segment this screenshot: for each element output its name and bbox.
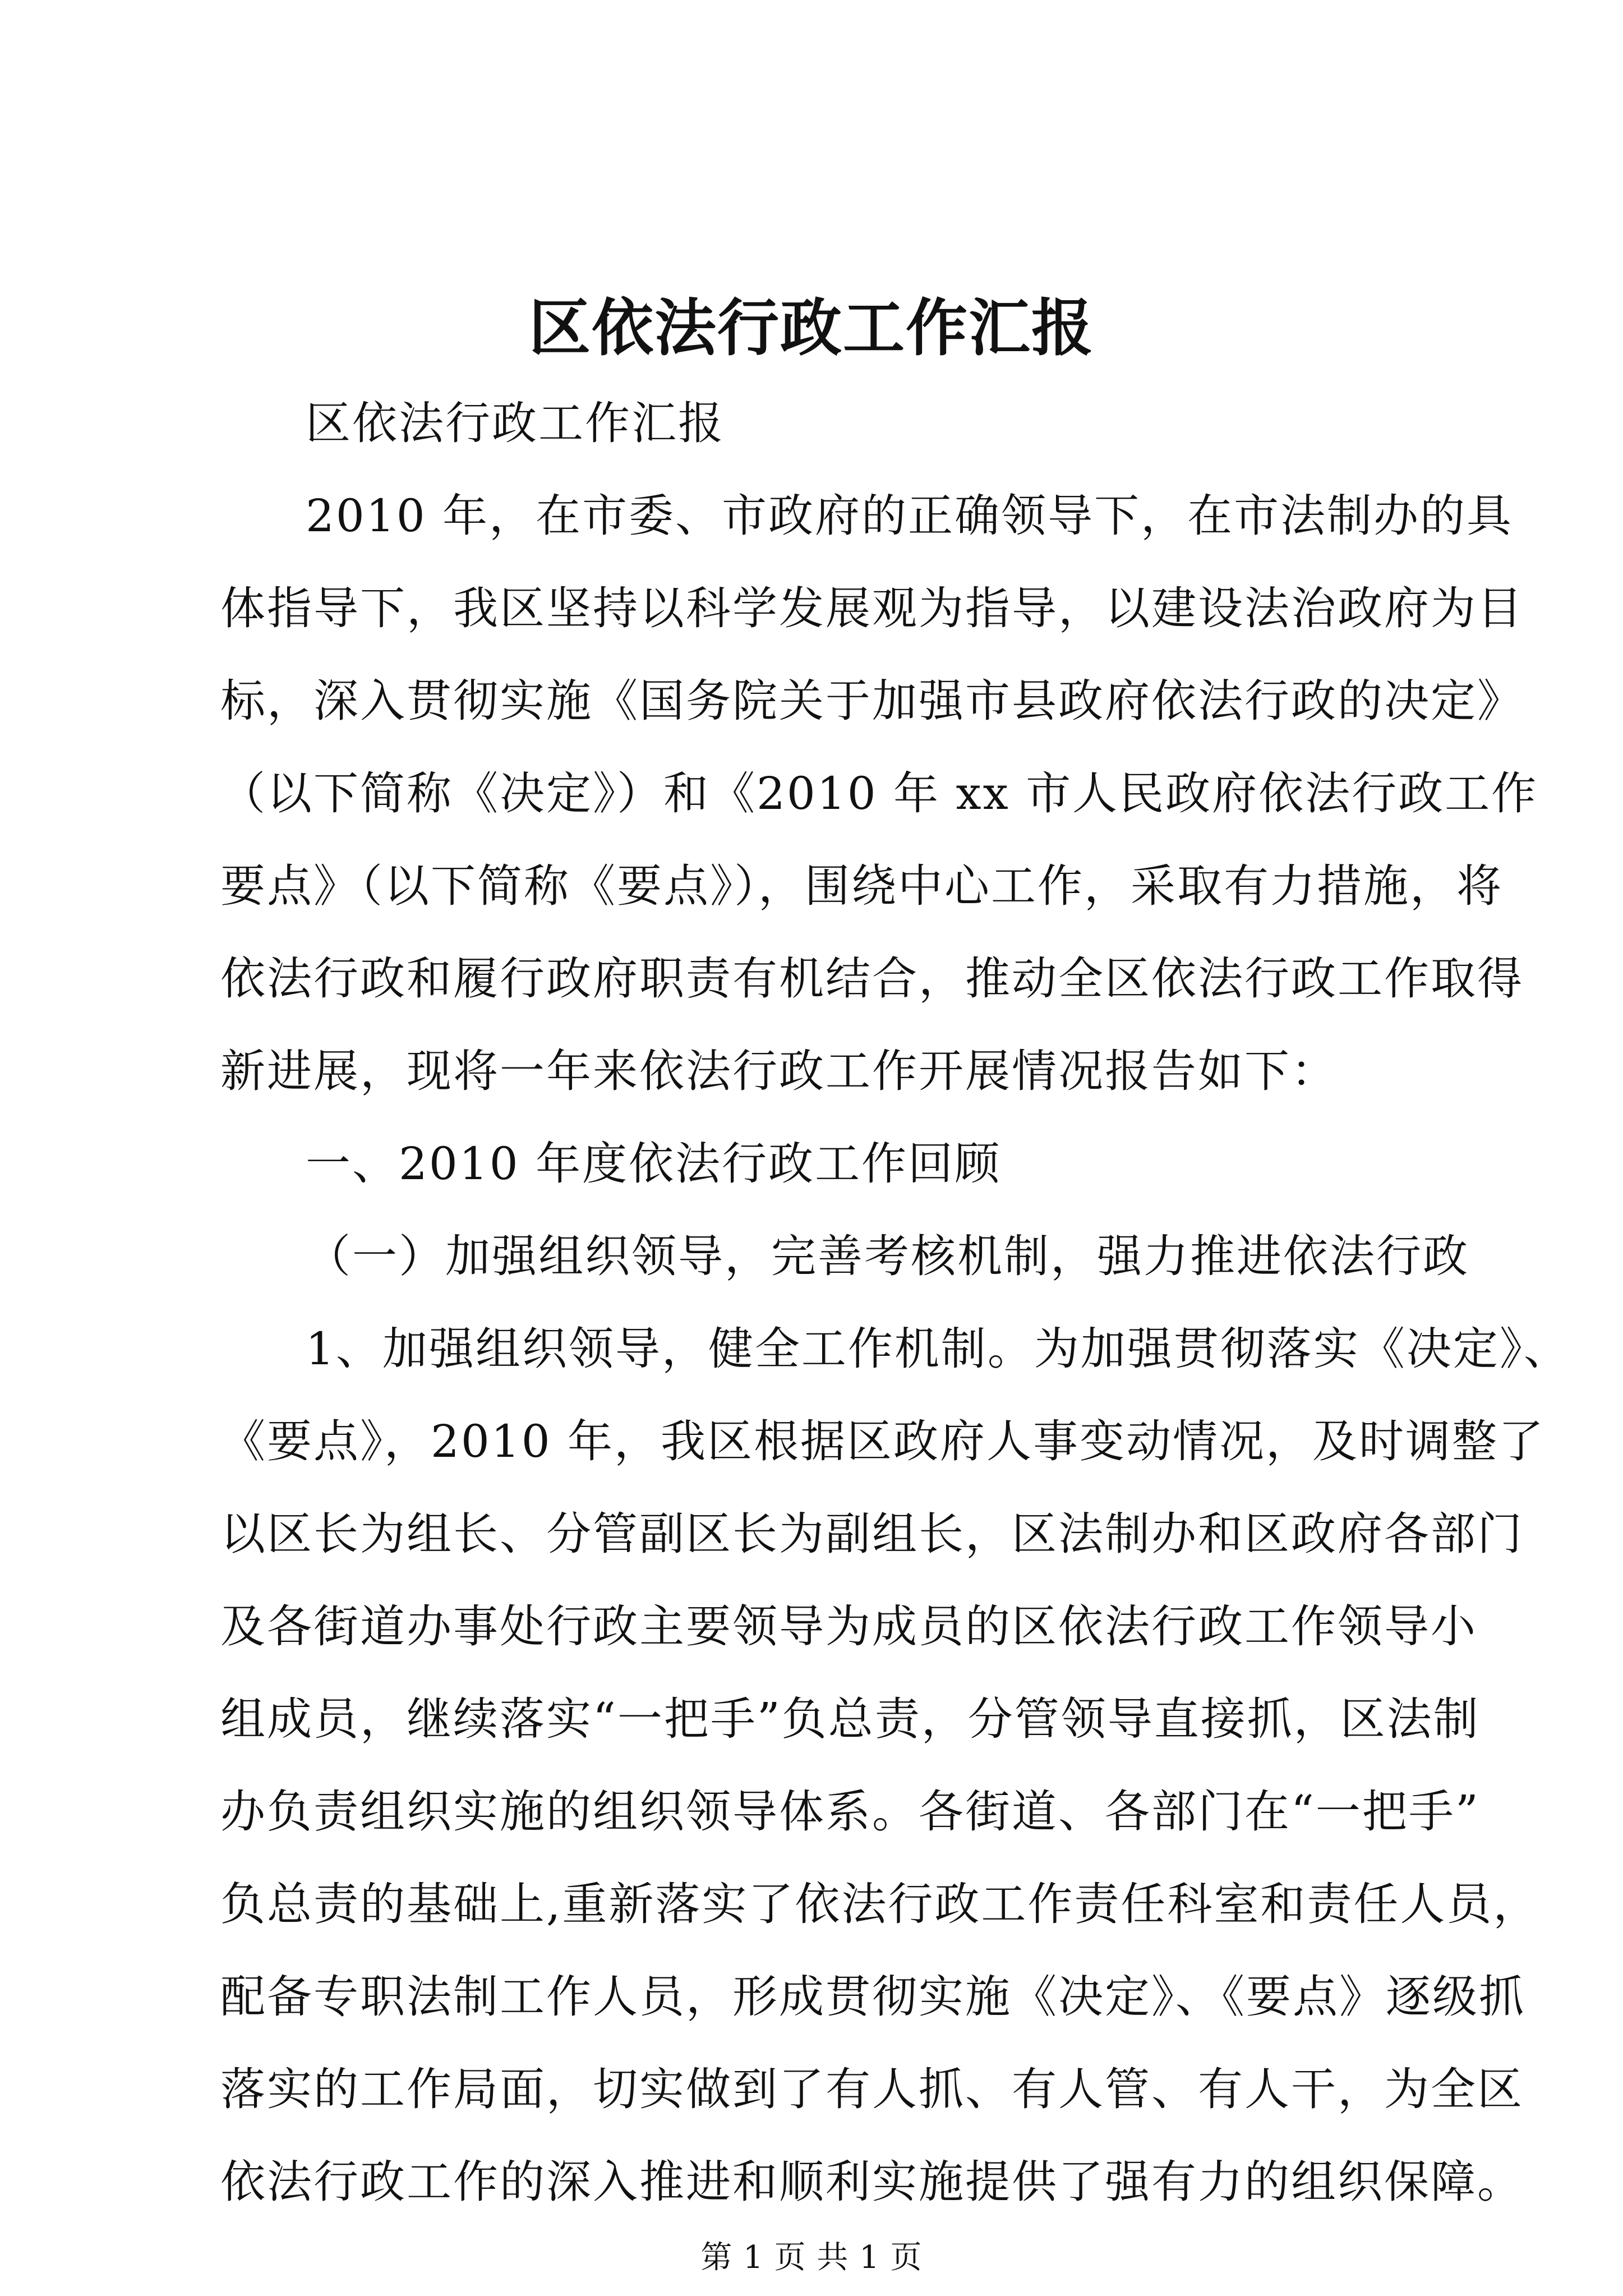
paragraph-line: 2010 年，在市委、市政府的正确领导下，在市法制办的具 xyxy=(306,490,1514,542)
paragraph-line: 办负责组织实施的组织领导体系。各街道、各部门在“一把手” xyxy=(220,1786,1480,1838)
subsection-heading: （一）加强组织领导，完善考核机制，强力推进依法行政 xyxy=(306,1230,1469,1282)
paragraph-line: 组成员，继续落实“一把手”负总责，分管领导直接抓，区法制 xyxy=(220,1693,1480,1745)
paragraph-line: 及各街道办事处行政主要领导为成员的区依法行政工作领导小 xyxy=(220,1600,1477,1653)
paragraph-line: 依法行政和履行政府职责有机结合，推动全区依法行政工作取得 xyxy=(220,953,1524,1005)
paragraph-line: 新进展，现将一年来依法行政工作开展情况报告如下： xyxy=(220,1045,1338,1097)
page-footer: 第 1 页 共 1 页 xyxy=(700,2239,923,2276)
section-heading: 一、2010 年度依法行政工作回顾 xyxy=(306,1138,1002,1190)
paragraph-line: 标，深入贯彻实施《国务院关于加强市县政府依法行政的决定》 xyxy=(220,675,1524,727)
paragraph-line: 以区长为组长、分管副区长为副组长，区法制办和区政府各部门 xyxy=(220,1508,1524,1560)
paragraph-line: 要点》（以下简称《要点》），围绕中心工作，采取有力措施，将 xyxy=(220,860,1503,912)
paragraph-line: 体指导下，我区坚持以科学发展观为指导，以建设法治政府为目 xyxy=(220,582,1524,634)
paragraph-line: 1、加强组织领导，健全工作机制。为加强贯彻落实《决定》、 xyxy=(306,1323,1570,1375)
paragraph-line: （以下简称《决定》）和《2010 年 xx 市人民政府依法行政工作 xyxy=(220,767,1538,820)
document-title: 区依法行政工作汇报 xyxy=(529,292,1094,364)
subtitle-line: 区依法行政工作汇报 xyxy=(306,397,725,449)
paragraph-line: 配备专职法制工作人员，形成贯彻实施《决定》、《要点》逐级抓 xyxy=(220,1971,1525,2023)
paragraph-line: 依法行政工作的深入推进和顺利实施提供了强有力的组织保障。 xyxy=(220,2156,1524,2208)
paragraph-line: 落实的工作局面，切实做到了有人抓、有人管、有人干，为全区 xyxy=(220,2063,1524,2115)
paragraph-line: 《要点》，2010 年，我区根据区政府人事变动情况，及时调整了 xyxy=(220,1415,1546,1467)
paragraph-line: 负总责的基础上,重新落实了依法行政工作责任科室和责任人员， xyxy=(220,1878,1540,1930)
